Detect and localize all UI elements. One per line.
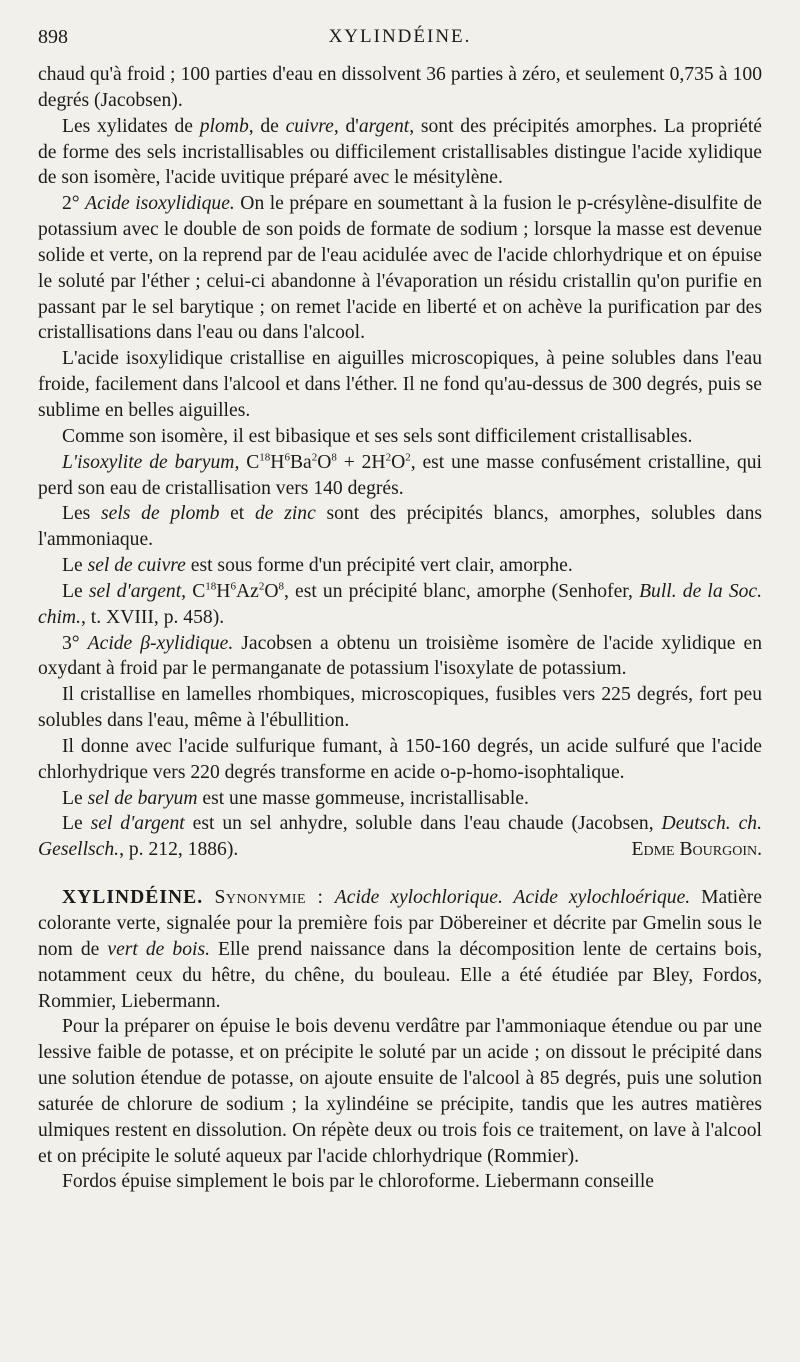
paragraph: Le sel de cuivre est sous forme d'un précipité vert clair, amorphe. bbox=[62, 555, 573, 577]
paragraph: Le sel d'argent est un sel anhydre, soluble dans l'eau chaude (Jacobsen, Deutsch. ch. Gesellsch., p. 212, 1886). Edme Bourgoin. bbox=[38, 811, 762, 863]
paragraph: Les xylidates de plomb, de cuivre, d'argent, sont des précipités amorphes. La propriété de forme des sels incristallisables ou difficilement cristallisables distingue l'acide xylidique de son isomère, l'acide uvitique préparé avec le mésitylène. bbox=[38, 115, 762, 189]
text-body bbox=[38, 62, 762, 1195]
entry-heading: XYLINDÉINE. bbox=[62, 887, 204, 909]
paragraph: Fordos épuise simplement le bois par le chloroforme. Liebermann conseille bbox=[62, 1171, 655, 1193]
entry-heading-paragraph: XYLINDÉINE. Synonymie : Acide xylochlorique. Acide xylochloérique. Matière colorante verte, signalée pour la première fois par Döbereiner et décrite par Gmelin sous le nom de vert de bois. Elle prend naissance dans la décomposition lente de certains bois, notamment ceux du hêtre, du chêne, du bouleau. Elle a été étudiée par Bley, Fordos, Rommier, Liebermann. bbox=[38, 887, 762, 1012]
paragraph: Le sel de baryum est une masse gommeuse, incristallisable. bbox=[62, 787, 529, 809]
paragraph: Pour la préparer on épuise le bois devenu verdâtre par l'ammoniaque étendue ou par une lessive faible de potasse, et on précipite le soluté par un acide ; on dissout le précipité dans une solution étendue de potasse, on ajoute ensuite de l'alcool à 85 degrés, puis une solution saturée de chlorure de sodium ; la xylindéine se précipite, tandis que les autres matières ulmiques restent en dissolution. On répète deux ou trois fois ce traitement, on lave à l'alcool et on précipite le soluté aqueux par l'acide chlorhydrique (Rommier). bbox=[38, 1016, 762, 1167]
paragraph: Comme son isomère, il est bibasique et ses sels sont difficilement cristallisables. bbox=[62, 425, 693, 447]
section-gap bbox=[38, 863, 762, 885]
paragraph: Les sels de plomb et de zinc sont des précipités blancs, amorphes, solubles dans l'ammoniaque. bbox=[38, 503, 763, 551]
running-head: XYLINDÉINE. bbox=[328, 26, 472, 47]
paragraph: chaud qu'à froid ; 100 parties d'eau en dissolvent 36 parties à zéro, et seulement 0,735 à 100 degrés (Jacobsen). bbox=[38, 64, 762, 111]
paragraph: L'acide isoxylidique cristallise en aiguilles microscopiques, à peine solubles dans l'eau froide, facilement dans l'alcool et dans l'éther. Il ne fond qu'au-dessus de 300 degrés, puis se sublime en belles aiguilles. bbox=[38, 348, 762, 421]
page-header bbox=[0, 26, 800, 56]
paragraph: Il donne avec l'acide sulfurique fumant, à 150-160 degrés, un acide sulfuré que l'acide chlorhydrique vers 220 degrés transforme en acide o-p-homo-isophtalique. bbox=[38, 735, 762, 783]
paragraph: Le sel d'argent, $C^{18}H^6Az^2O^8$, est un précipité blanc, amorphe (Senhofer, Bull. de la Soc. chim., t. XVIII, p. 458). bbox=[38, 580, 763, 628]
paragraph: Il cristallise en lamelles rhombiques, microscopiques, fusibles vers 225 degrés, fort peu solubles dans l'eau, même à l'ébullition. bbox=[38, 684, 762, 732]
paragraph: 3° Acide β-xylidique. Jacobsen a obtenu un troisième isomère de l'acide xylidique en oxydant à froid par le permanganate de potassium l'isoxylate de potassium. bbox=[38, 632, 763, 680]
page-number: 898 bbox=[38, 26, 68, 48]
author-signature: Edme Bourgoin. bbox=[631, 839, 762, 861]
paragraph: 2° Acide isoxylidique. On le prépare en soumettant à la fusion le p-crésylène-disulfite de potassium avec le double de son poids de formate de sodium ; lorsque la masse est devenue solide et verte, on la reprend par de l'eau acidulée avec de l'acide chlorhydrique et on épuise le soluté par l'éther ; celui-ci abandonne à l'évaporation un résidu cristallin qu'on purifie en passant par le sel barytique ; on remet l'acide en liberté et on achève la purification par des cristallisations dans l'eau ou dans l'alcool. bbox=[38, 193, 762, 344]
paragraph: L'isoxylite de baryum, $C^{18}H^6Ba^2O^8 + 2H^2O^2$, est une masse confusément cristalline, qui perd son eau de cristallisation vers 140 degrés. bbox=[38, 451, 763, 499]
